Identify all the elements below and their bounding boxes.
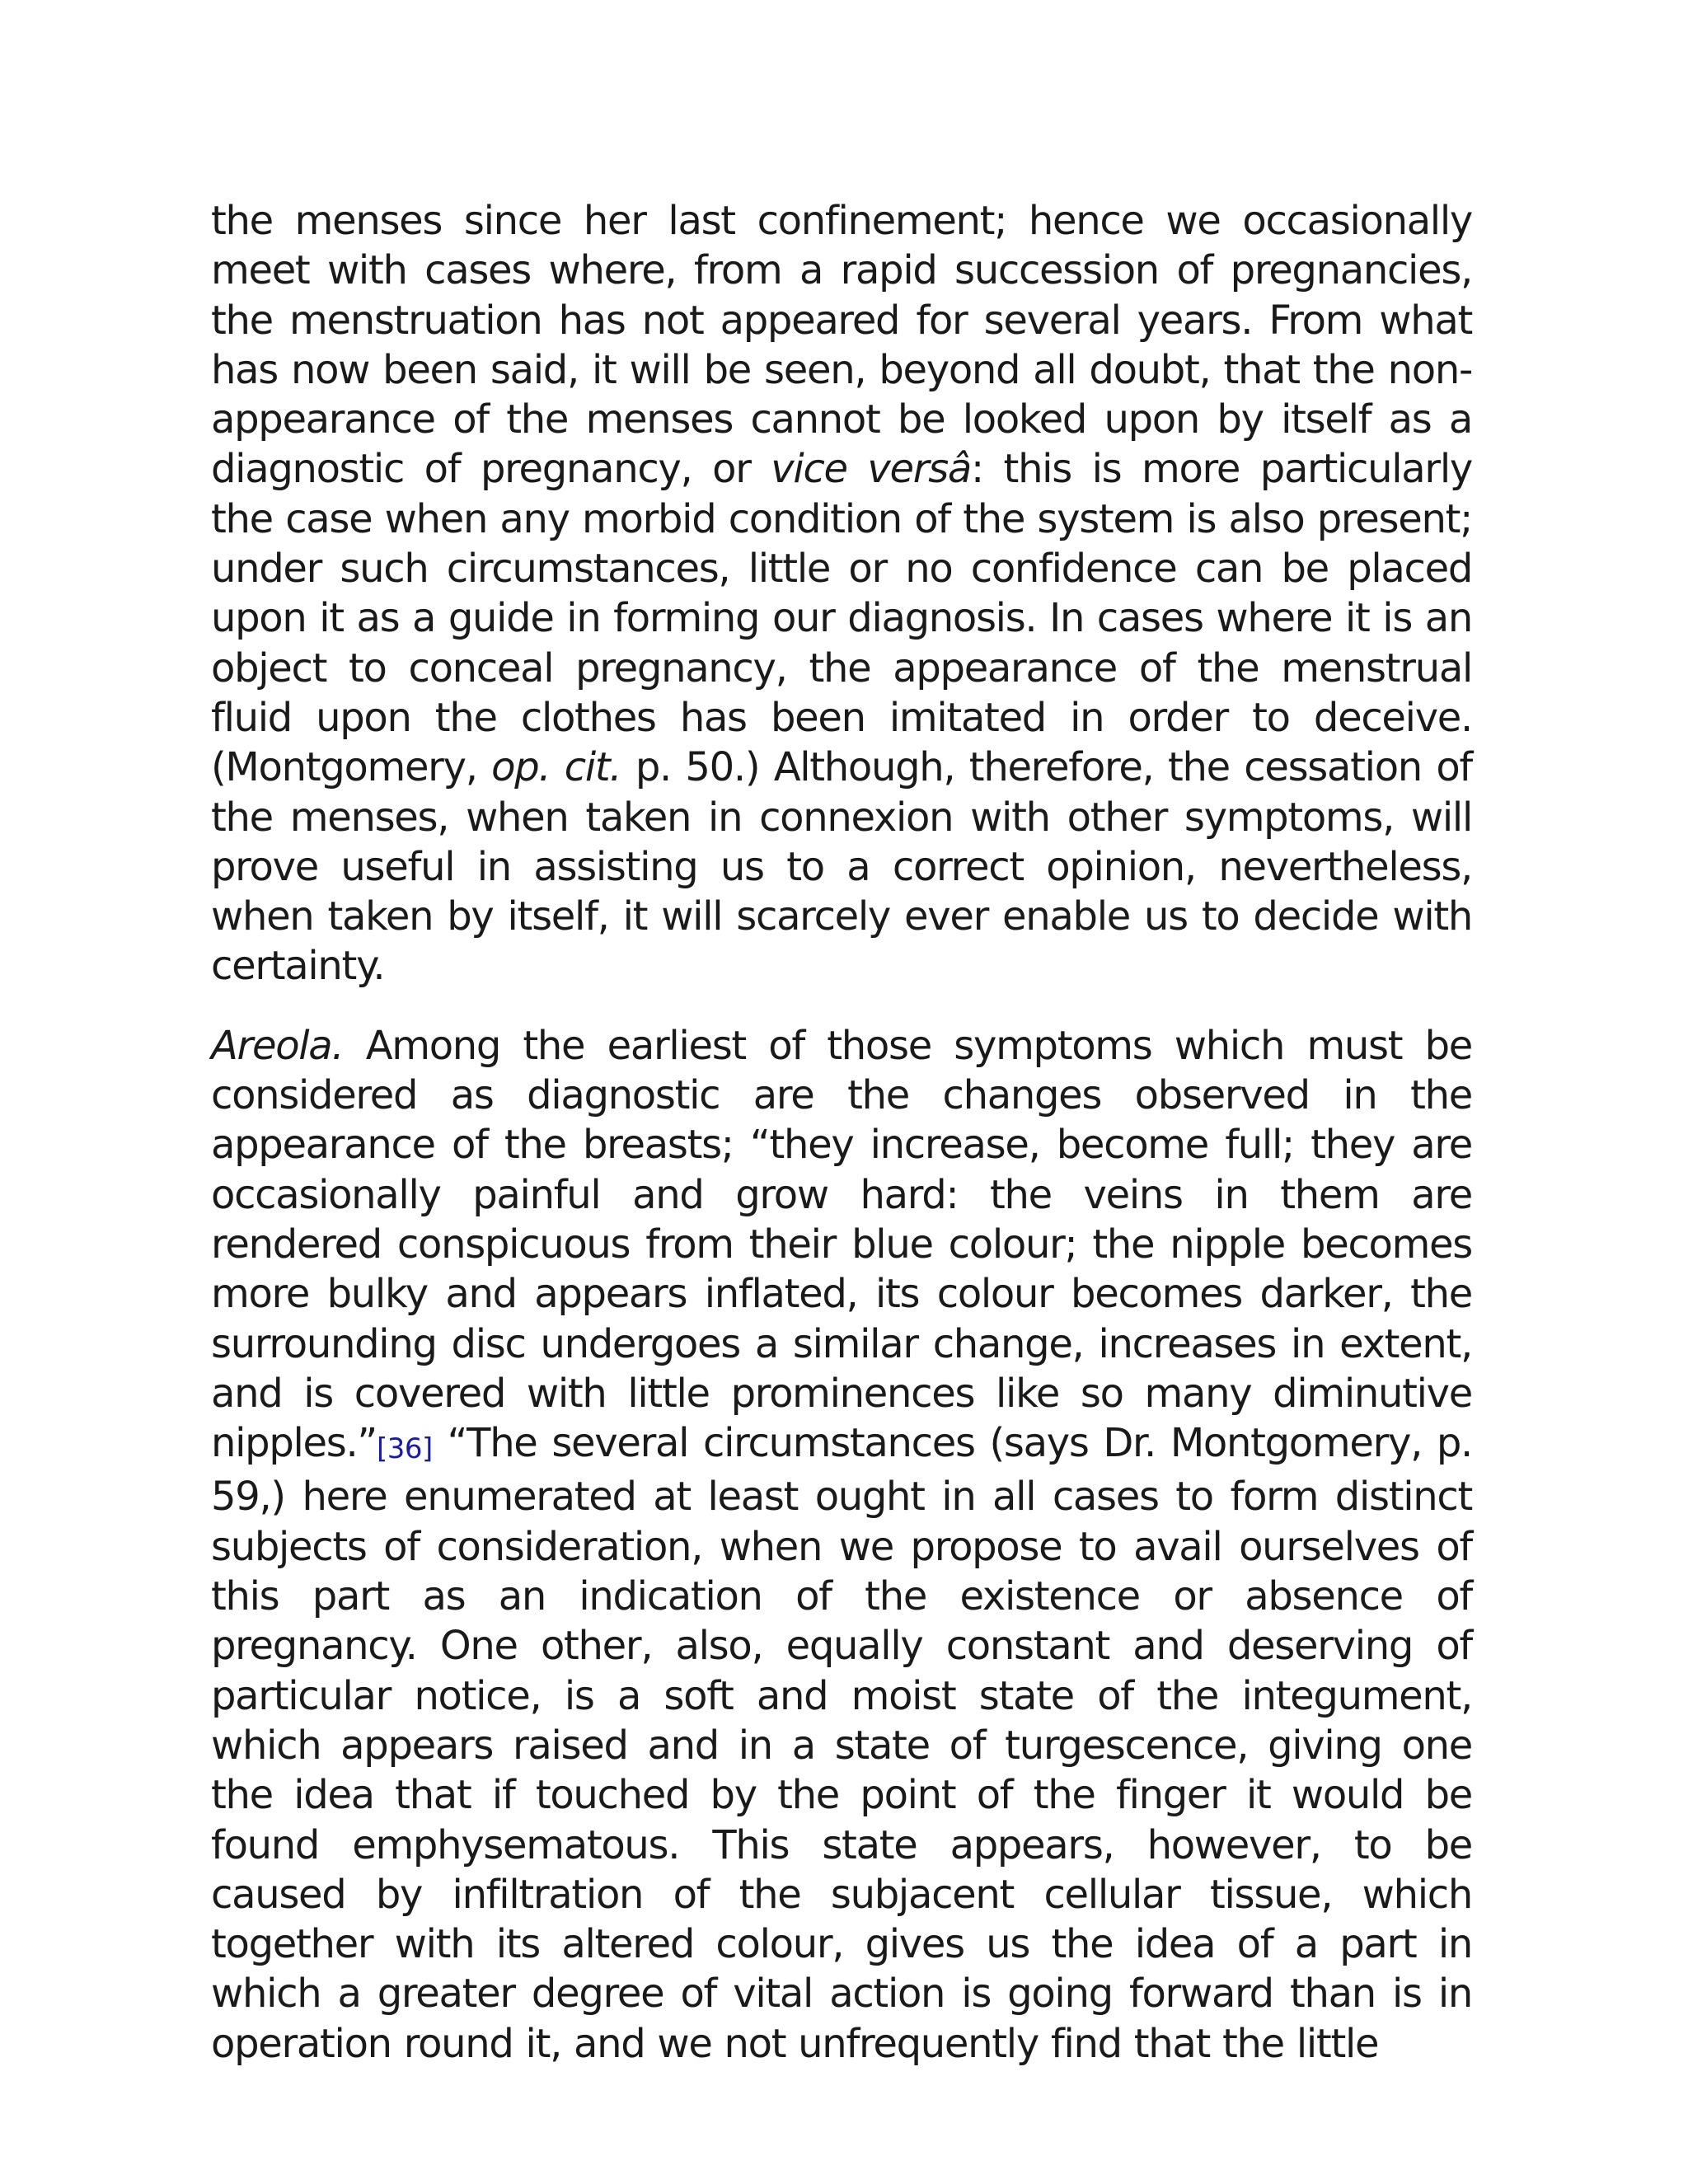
page-body xyxy=(211,196,1472,2069)
paragraph-menses xyxy=(211,196,1472,991)
paragraph-areola-text-2: “The several circumstances (says Dr. Montgomery, p. 59,) here enumerated at least ought in all cases to form distinct subjects of consideration, when we propose to avail ourselves of this part as an indication of the existence or absence of pregnancy. One other, also, equally constant and deserving of particular notice, is a soft and moist state of the integument, which appears raised and in a state of turgescence, giving one the idea that if touched by the point of the finger it would be found emphysematous. This state appears, however, to be caused by infiltration of the subjacent cellular tissue, which together with its altered colour, gives us the idea of a part in which a greater degree of vital action is going forward than is in operation round it, and we not unfrequently find that the little xyxy=(211,1420,1472,2067)
paragraph-menses-text-2: : this is more particularly the case when any morbid condition of the system is also present; under such circumstances, little or no confidence can be placed upon it as a guide in forming our diagnosis. In cases where it is an object to conceal pregnancy, the appearance of the menstrual fluid upon the clothes has been imitated in order to deceive. (Montgomery, xyxy=(211,446,1472,791)
italic-op-cit: op. cit. xyxy=(491,744,621,791)
paragraph-areola-text-1: Among the earliest of those symptoms which must be considered as diagnostic are the changes observed in the appearance of the breasts; “they increase, become full; they are occasionally painful and grow hard: the veins in them are rendered conspicuous from their blue colour; the nipple becomes more bulky and appears inflated, its colour becomes darker, the surrounding disc undergoes a similar change, increases in extent, and is covered with little prominences like so many diminutive nipples.” xyxy=(211,1022,1472,1467)
paragraph-menses-text-3: p. 50.) Although, therefore, the cessation of the menses, when taken in connexion with other symptoms, will prove useful in assisting us to a correct opinion, nevertheless, when taken by itself, it will scarcely ever enable us to decide with certainty. xyxy=(211,744,1472,990)
italic-vice-versa: vice versâ xyxy=(771,446,972,493)
footnote-link-36[interactable]: [36] xyxy=(377,1432,433,1466)
paragraph-areola xyxy=(211,1021,1472,2069)
paragraph-menses-text-1: the menses since her last confinement; hence we occasionally meet with cases where, from a rapid succession of pregnancies, the menstruation has not appeared for several years. From what has now been said, it will be seen, beyond all doubt, that the non-appearance of the menses cannot be looked upon by itself as a diagnostic of pregnancy, or xyxy=(211,198,1472,493)
section-heading-areola: Areola. xyxy=(211,1022,344,1069)
